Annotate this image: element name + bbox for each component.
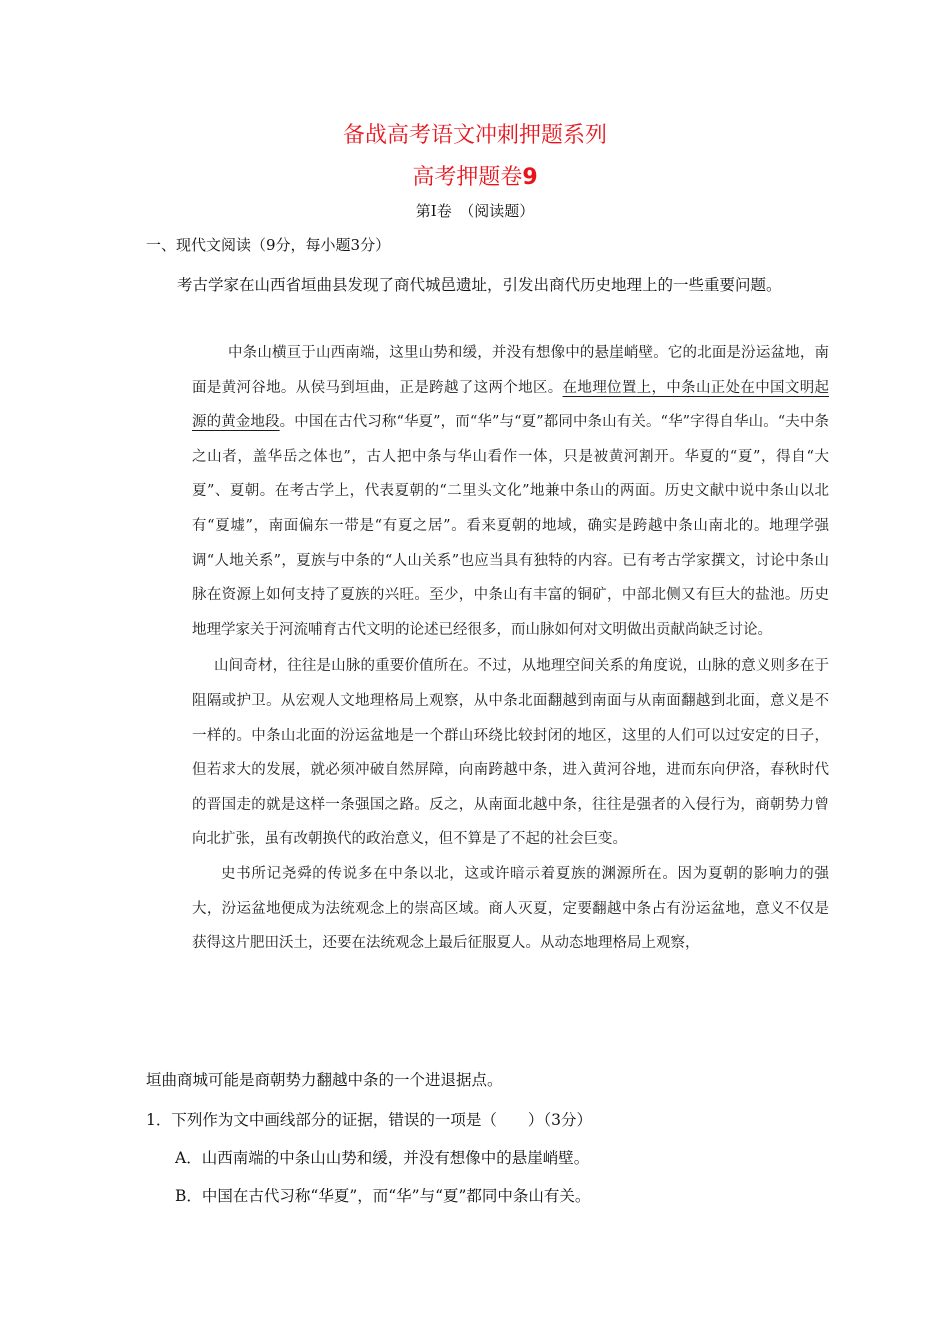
passage-p1-lead: 中条山横亘于山西南端，这里山势和缓，并没有想像中的悬崖峭壁。它的北面是汾运盆地，南面是黄河谷地。从侯马到垣曲，正是跨越了这两个地区。 xyxy=(192,345,829,396)
series-title: 备战高考语文冲刺押题系列 xyxy=(342,123,607,148)
paper-title xyxy=(0,160,950,191)
section-intro: 考古学家在山西省垣曲县发现了商代城邑遗址，引发出商代历史地理上的一些重要问题。 xyxy=(177,276,782,294)
question-1-option-a: A．山西南端的中条山山势和缓，并没有想像中的悬崖峭壁。 xyxy=(175,1149,590,1167)
question-1-option-b: B．中国在古代习称“华夏”，而“华”与“夏”都同中条山有关。 xyxy=(175,1187,591,1205)
passage-paragraph-3: 史书所记尧舜的传说多在中条以北，这或许暗示着夏族的渊源所在。因为夏朝的影响力的强大，汾运盆地便成为法统观念上的崇高区域。商人灭夏，定要翻越中条占有汾运盆地，意义不仅是获得这片肥田沃土，还要在法统观念上最后征服夏人。从动态地理格局上观察， xyxy=(192,865,829,952)
section-heading: 一、现代文阅读（9分，每小题3分） xyxy=(146,236,391,254)
passage-paragraph-2: 山间奇材，往往是山脉的重要价值所在。不过，从地理空间关系的角度说，山脉的意义则多在于阻隔或护卫。从宏观人文地理格局上观察，从中条北面翻越到南面与从南面翻越到北面，意义是不一样的。中条山北面的汾运盆地是一个群山环绕比较封闭的地区，这里的人们可以过安定的日子，但若求大的发展，就必须冲破自然屏障，向南跨越中条，进入黄河谷地，进而东向伊洛，春秋时代的晋国走的就是这样一条强国之路。反之，从南面北越中条，往往是强者的入侵行为，商朝势力曾向北扩张，虽有改朝换代的政治意义，但不算是了不起的社会巨变。 xyxy=(192,658,829,848)
passage-continuation: 垣曲商城可能是商朝势力翻越中条的一个进退据点。 xyxy=(146,1071,503,1089)
reading-passage xyxy=(192,336,829,961)
passage-p1-rest: 。中国在古代习称“华夏”，而“华”与“夏”都同中条山有关。“华”字得自华山。“夫中条之山者，盖华岳之体也”，古人把中条与华山看作一体，只是被黄河割开。华夏的“夏”，得自“大夏”、夏朝。在考古学上，代表夏朝的“二里头文化”地兼中条山的两面。历史文献中说中条山以北有“夏墟”，南面偏东一带是“有夏之居”。看来夏朝的地域，确实是跨越中条山南北的。地理学强调“人地关系”，夏族与中条的“人山关系”也应当具有独特的内容。已有考古学家撰文，讨论中条山脉在资源上如何支持了夏族的兴旺。至少，中条山有丰富的铜矿，中部北侧又有巨大的盐池。历史地理学家关于河流哺育古代文明的论述已经很多，而山脉如何对文明做出贡献尚缺乏讨论。 xyxy=(192,414,830,638)
paper-title-text: 高考押题卷 xyxy=(412,165,523,190)
question-1-stem: 1．下列作为文中画线部分的证据，错误的一项是（ ）（3分） xyxy=(146,1111,592,1129)
volume-heading: 第Ⅰ卷 （阅读题） xyxy=(415,202,535,220)
passage-paragraph-1 xyxy=(192,336,829,647)
paper-title-number: 9 xyxy=(522,165,538,190)
underlined-claim: 在地理位置上，中条山正处在中国文明起源的黄金地段 xyxy=(192,379,830,431)
